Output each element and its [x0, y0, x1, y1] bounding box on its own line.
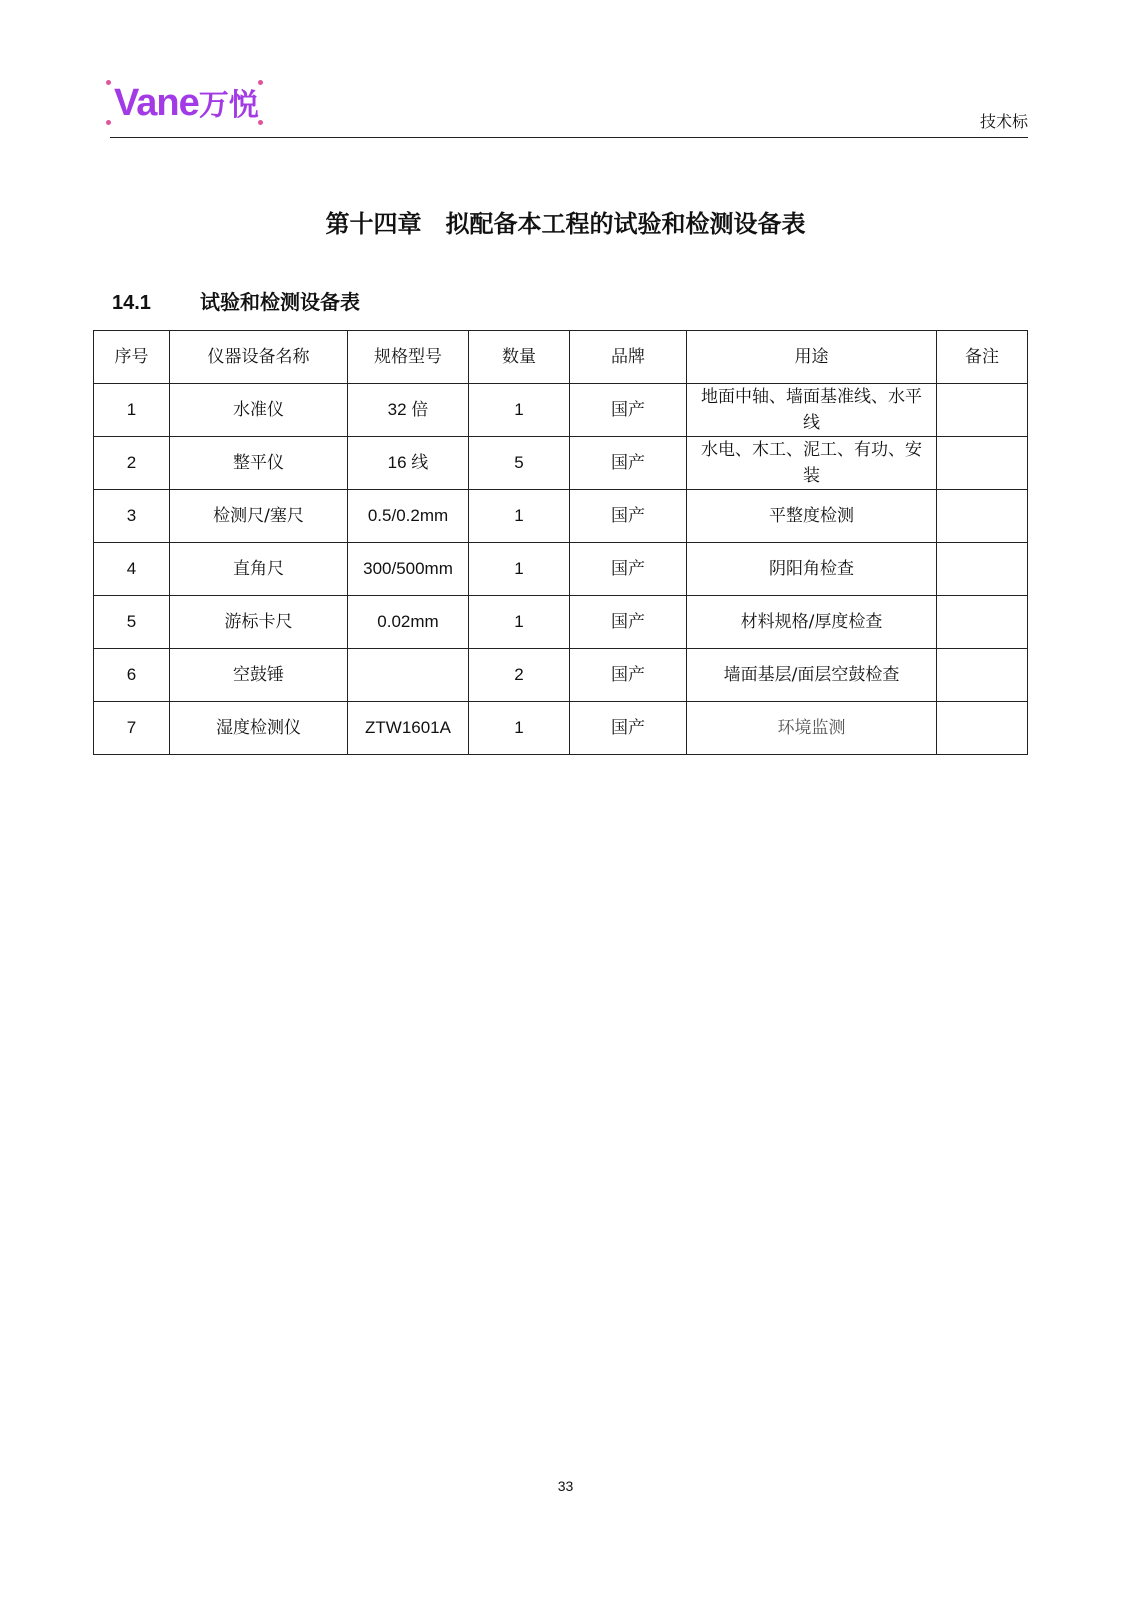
section-heading: [112, 286, 360, 315]
logo-dot: [258, 120, 263, 125]
vane-logo: [106, 78, 266, 128]
cell-spec: 32 倍: [348, 384, 469, 437]
cell-qty: 1: [469, 596, 570, 649]
cell-index: 5: [94, 596, 170, 649]
cell-qty: 1: [469, 384, 570, 437]
logo-en: Vane: [114, 82, 199, 124]
cell-spec: 0.5/0.2mm: [348, 490, 469, 543]
cell-name: 直角尺: [170, 543, 348, 596]
cell-qty: 5: [469, 437, 570, 490]
cell-index: 6: [94, 649, 170, 702]
cell-remark: [937, 490, 1028, 543]
cell-index: 2: [94, 437, 170, 490]
cell-brand: 国产: [570, 543, 687, 596]
table-row: [94, 437, 1028, 490]
cell-name: 水准仪: [170, 384, 348, 437]
cell-name: 整平仪: [170, 437, 348, 490]
cell-qty: 2: [469, 649, 570, 702]
cell-brand: 国产: [570, 384, 687, 437]
header-cell: 规格型号: [348, 331, 469, 384]
equipment-table: [93, 330, 1028, 755]
cell-purpose: 材料规格/厚度检查: [687, 596, 937, 649]
table-row: [94, 543, 1028, 596]
cell-brand: 国产: [570, 490, 687, 543]
table-row: [94, 649, 1028, 702]
logo-dot: [106, 120, 111, 125]
cell-remark: [937, 596, 1028, 649]
header-cell: 数量: [469, 331, 570, 384]
cell-index: 1: [94, 384, 170, 437]
cell-brand: 国产: [570, 437, 687, 490]
table-row: [94, 490, 1028, 543]
header-cell: 仪器设备名称: [170, 331, 348, 384]
cell-index: 7: [94, 702, 170, 755]
section-title: 试验和检测设备表: [200, 290, 360, 314]
logo-cn: 万悦: [198, 89, 259, 122]
cell-purpose: 阴阳角检查: [687, 543, 937, 596]
header-cell: 品牌: [570, 331, 687, 384]
cell-spec: 16 线: [348, 437, 469, 490]
cell-remark: [937, 437, 1028, 490]
table-header-row: [94, 331, 1028, 384]
table-row: [94, 596, 1028, 649]
cell-brand: 国产: [570, 596, 687, 649]
page-number: 33: [557, 1478, 574, 1494]
cell-qty: 1: [469, 543, 570, 596]
chapter-title: 第十四章 拟配备本工程的试验和检测设备表: [325, 210, 806, 238]
table-row: [94, 702, 1028, 755]
cell-qty: 1: [469, 490, 570, 543]
cell-brand: 国产: [570, 702, 687, 755]
cell-remark: [937, 384, 1028, 437]
cell-name: 湿度检测仪: [170, 702, 348, 755]
header-cell: 序号: [94, 331, 170, 384]
logo-text: [114, 80, 259, 129]
cell-remark: [937, 702, 1028, 755]
header-cell: 用途: [687, 331, 937, 384]
cell-purpose: 墙面基层/面层空鼓检查: [687, 649, 937, 702]
cell-brand: 国产: [570, 649, 687, 702]
cell-spec: ZTW1601A: [348, 702, 469, 755]
cell-name: 检测尺/塞尺: [170, 490, 348, 543]
cell-name: 游标卡尺: [170, 596, 348, 649]
cell-name: 空鼓锤: [170, 649, 348, 702]
cell-qty: 1: [469, 702, 570, 755]
cell-remark: [937, 649, 1028, 702]
logo-dot: [258, 80, 263, 85]
logo-dot: [106, 80, 111, 85]
section-number: 14.1: [112, 292, 151, 314]
table-row: [94, 384, 1028, 437]
cell-index: 4: [94, 543, 170, 596]
cell-spec: [348, 649, 469, 702]
cell-remark: [937, 543, 1028, 596]
cell-purpose: 水电、木工、泥工、有功、安装: [687, 437, 937, 490]
cell-purpose: 平整度检测: [687, 490, 937, 543]
cell-index: 3: [94, 490, 170, 543]
header-divider: [110, 137, 1028, 138]
doc-type-label: 技术标: [979, 112, 1028, 131]
cell-spec: 300/500mm: [348, 543, 469, 596]
cell-spec: 0.02mm: [348, 596, 469, 649]
cell-purpose: 地面中轴、墙面基准线、水平线: [687, 384, 937, 437]
header-cell: 备注: [937, 331, 1028, 384]
cell-purpose: 环境监测: [687, 702, 937, 755]
